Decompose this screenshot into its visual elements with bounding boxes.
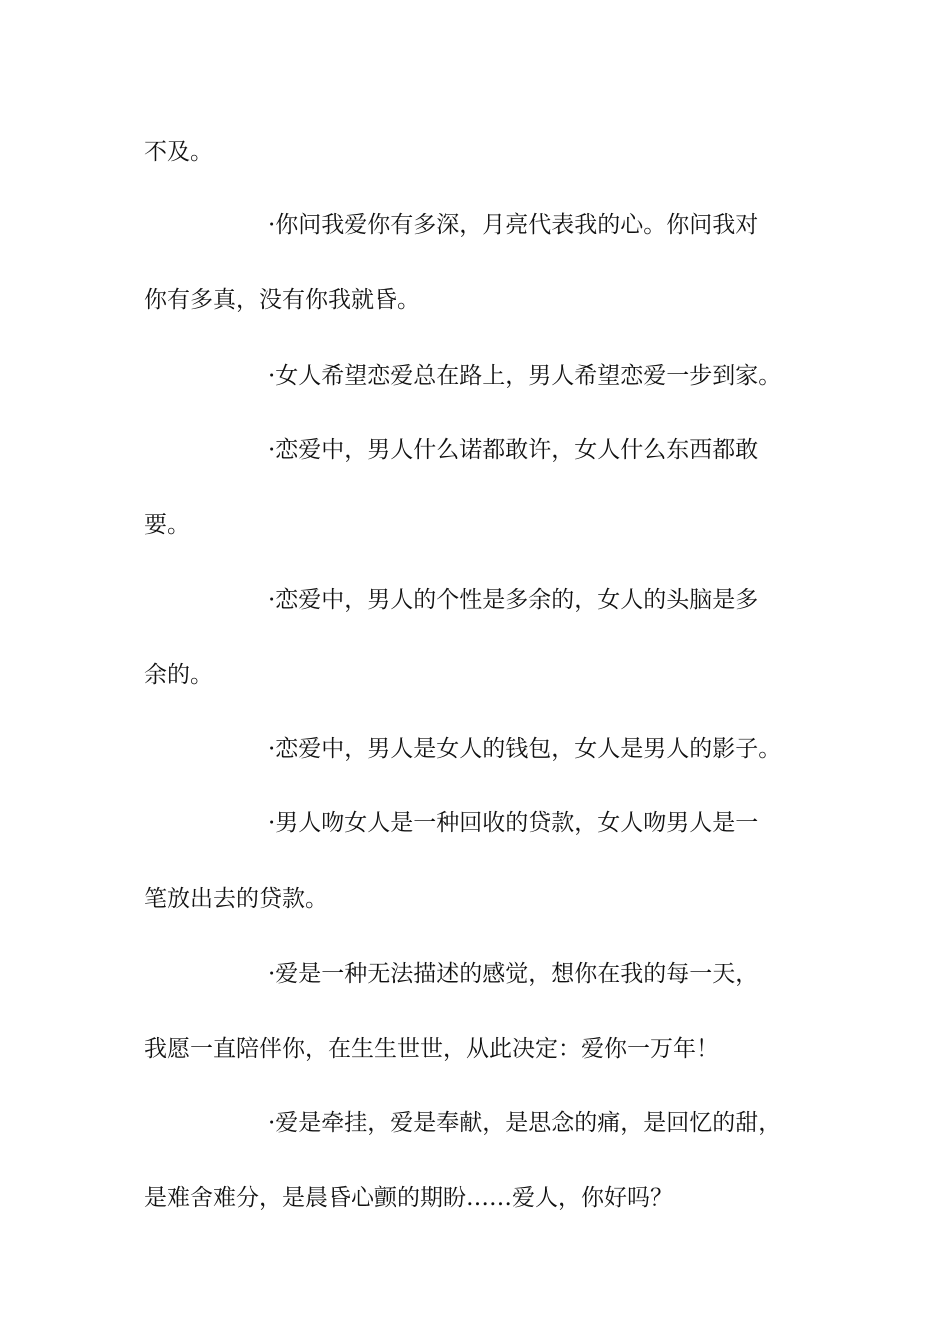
bullet-paragraph-line: ·你问我爱你有多深，月亮代表我的心。你问我对 [268,212,759,238]
text-line-continuation: 你有多真，没有你我就昏。 [144,287,420,313]
bullet-paragraph-line: ·恋爱中，男人是女人的钱包，女人是男人的影子。 [268,736,782,762]
bullet-paragraph-line: ·爱是牵挂，爱是奉献，是思念的痛，是回忆的甜， [268,1110,782,1136]
text-line-continuation: 要。 [144,512,190,538]
text-line-continuation: 是难舍难分，是晨昏心颤的期盼……爱人，你好吗？ [144,1185,673,1211]
text-line-continuation: 我愿一直陪伴你，在生生世世，从此决定：爱你一万年！ [144,1036,719,1062]
bullet-paragraph-line: ·女人希望恋爱总在路上，男人希望恋爱一步到家。 [268,363,782,389]
bullet-paragraph-line: ·恋爱中，男人的个性是多余的，女人的头脑是多 [268,587,759,613]
bullet-paragraph-line: ·爱是一种无法描述的感觉，想你在我的每一天， [268,961,759,987]
text-line-continuation: 余的。 [144,662,213,688]
text-line-continuation: 笔放出去的贷款。 [144,886,328,912]
bullet-paragraph-line: ·男人吻女人是一种回收的贷款，女人吻男人是一 [268,810,759,836]
bullet-paragraph-line: ·恋爱中，男人什么诺都敢许，女人什么东西都敢 [268,437,759,463]
text-line-continuation: 不及。 [144,139,213,165]
